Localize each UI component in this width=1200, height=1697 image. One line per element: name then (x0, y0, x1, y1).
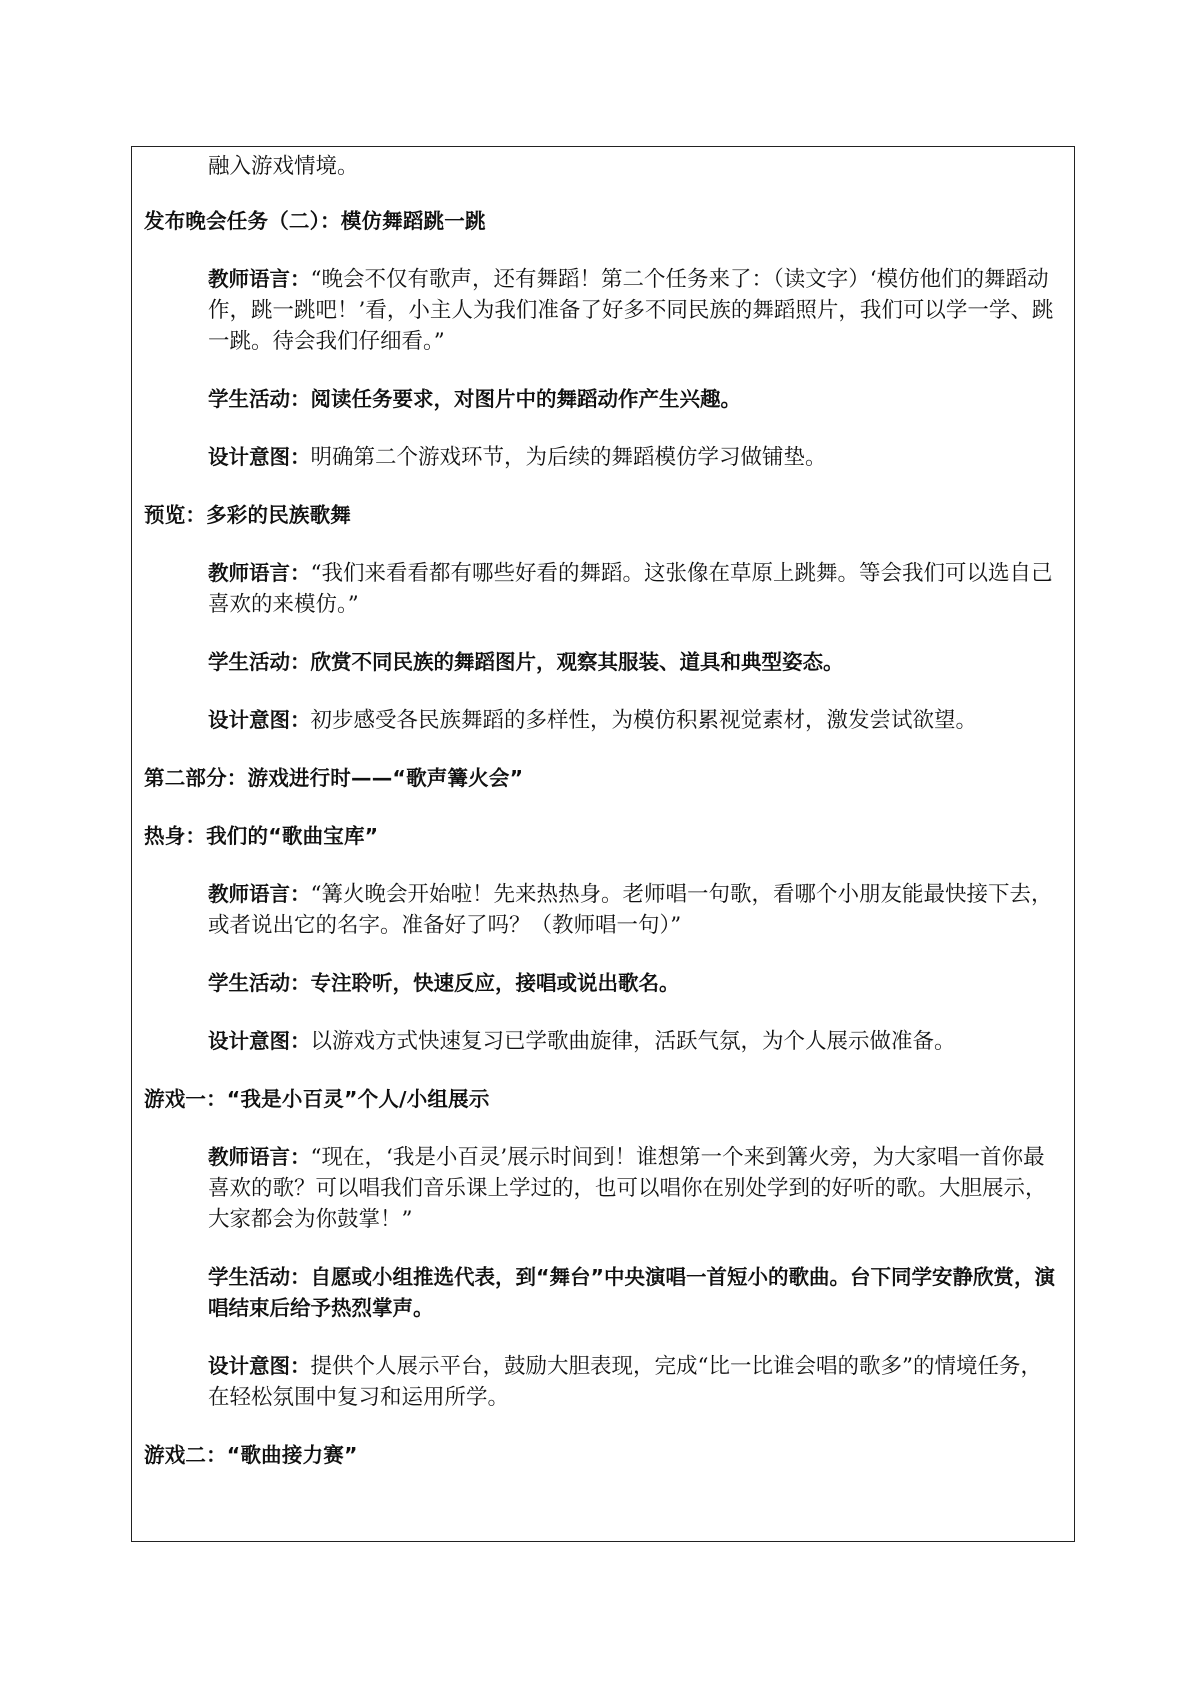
design-text: 以游戏方式快速复习已学歌曲旋律，活跃气氛，为个人展示做准备。 (310, 1029, 956, 1054)
warmup-student-paragraph (208, 968, 1062, 999)
task2-student-paragraph (208, 384, 1062, 415)
game2-heading: 游戏二：“歌曲接力赛” (144, 1443, 358, 1467)
teacher-text: “晚会不仅有歌声，还有舞蹈！第二个任务来了：（读文字）‘模仿他们的舞蹈动作，跳一跳吧！’看，小主人为我们准备了好多不同民族的舞蹈照片，我们可以学一学、跳一跳。待会我们仔细看。” (208, 267, 1054, 354)
intro-tail-line: 融入游戏情境。 (208, 154, 359, 179)
document-body (144, 151, 1062, 1471)
task2-teacher-paragraph (208, 264, 1062, 357)
teacher-text: “现在，‘我是小百灵’展示时间到！谁想第一个来到篝火旁，为大家唱一首你最喜欢的歌？可以唱我们音乐课上学过的，也可以唱你在别处学到的好听的歌。大胆展示，大家都会为你鼓掌！” (208, 1145, 1047, 1232)
task2-heading: 发布晚会任务（二）：模仿舞蹈跳一跳 (144, 209, 486, 233)
design-label: 设计意图： (208, 445, 311, 469)
game1-heading: 游戏一：“我是小百灵”个人/小组展示 (144, 1087, 490, 1111)
preview-heading: 预览：多彩的民族歌舞 (144, 503, 351, 527)
student-text: 阅读任务要求，对图片中的舞蹈动作产生兴趣。 (310, 387, 741, 411)
student-label: 学生活动： (208, 650, 311, 674)
teacher-label: 教师语言： (208, 267, 311, 291)
design-text: 明确第二个游戏环节，为后续的舞蹈模仿学习做铺垫。 (310, 445, 827, 470)
game1-design-paragraph (208, 1351, 1062, 1413)
part2-heading: 第二部分：游戏进行时——“歌声篝火会” (144, 766, 524, 790)
teacher-label: 教师语言： (208, 882, 311, 906)
design-label: 设计意图： (208, 1354, 311, 1378)
warmup-teacher-paragraph (208, 879, 1062, 941)
preview-student-paragraph (208, 647, 1062, 678)
teacher-text: “篝火晚会开始啦！先来热热身。老师唱一句歌，看哪个小朋友能最快接下去，或者说出它的名字。准备好了吗？（教师唱一句）” (208, 882, 1053, 938)
task2-design-paragraph (208, 442, 1062, 473)
student-text: 欣赏不同民族的舞蹈图片，观察其服装、道具和典型姿态。 (310, 650, 844, 674)
preview-teacher-paragraph (208, 558, 1062, 620)
design-text: 初步感受各民族舞蹈的多样性，为模仿积累视觉素材，激发尝试欲望。 (310, 708, 978, 733)
preview-design-paragraph (208, 705, 1062, 736)
student-label: 学生活动： (208, 971, 311, 995)
warmup-heading: 热身：我们的“歌曲宝库” (144, 824, 379, 848)
student-text: 自愿或小组推选代表，到“舞台”中央演唱一首短小的歌曲。台下同学安静欣赏，演唱结束后给予热烈掌声。 (208, 1265, 1055, 1320)
student-label: 学生活动： (208, 387, 311, 411)
game1-teacher-paragraph (208, 1142, 1062, 1235)
design-text: 提供个人展示平台，鼓励大胆表现，完成“比一比谁会唱的歌多”的情境任务，在轻松氛围中复习和运用所学。 (208, 1354, 1042, 1410)
document-frame (131, 146, 1075, 1542)
design-label: 设计意图： (208, 1029, 311, 1053)
teacher-label: 教师语言： (208, 561, 311, 585)
student-text: 专注聆听，快速反应，接唱或说出歌名。 (310, 971, 680, 995)
teacher-label: 教师语言： (208, 1145, 311, 1169)
design-label: 设计意图： (208, 708, 311, 732)
warmup-design-paragraph (208, 1026, 1062, 1057)
teacher-text: “我们来看看都有哪些好看的舞蹈。这张像在草原上跳舞。等会我们可以选自己喜欢的来模仿。” (208, 561, 1053, 617)
game1-student-paragraph (208, 1262, 1062, 1324)
student-label: 学生活动： (208, 1265, 311, 1289)
